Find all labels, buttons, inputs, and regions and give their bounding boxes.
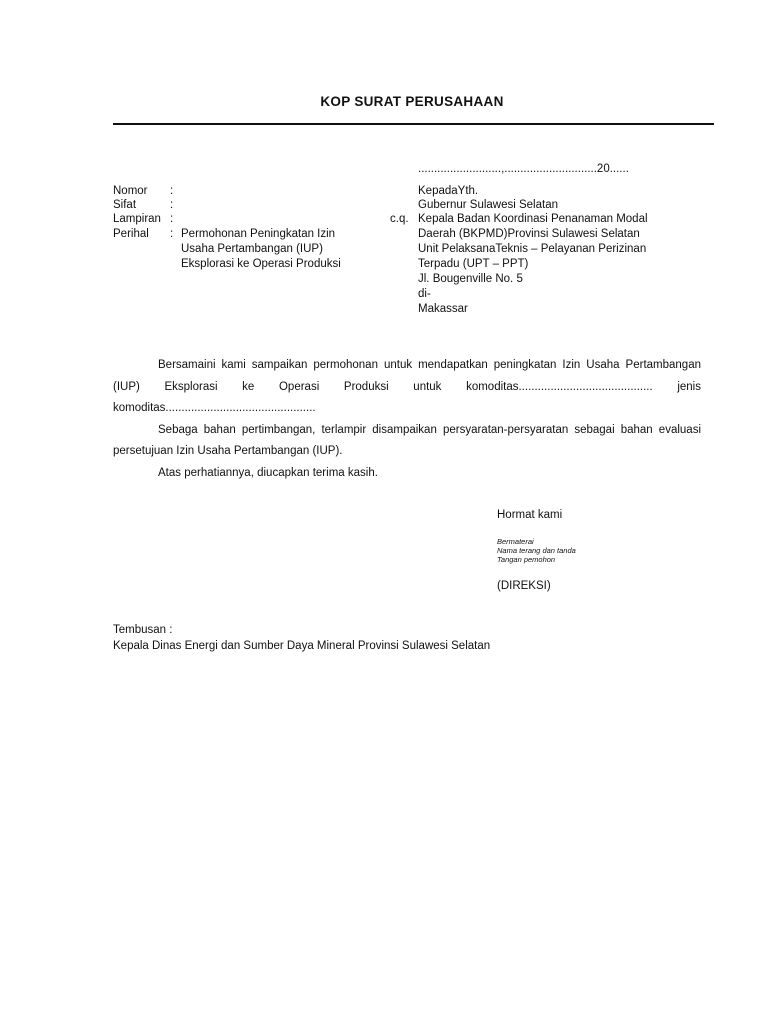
nomor-label: Nomor — [113, 185, 148, 197]
body-paragraph-2: Sebaga bahan pertimbangan, terlampir disampaikan persyaratan-persyaratan sebagai bahan evaluasi persetujuan Izin Usaha Pertambangan (IUP). — [113, 423, 701, 457]
tembusan-recipient: Kepala Dinas Energi dan Sumber Daya Mineral Provinsi Sulawesi Selatan — [113, 640, 491, 652]
closing-greeting: Hormat kami — [497, 509, 563, 521]
body-paragraph-1: Bersamaini kami sampaikan permohonan untuk mendapatkan peningkatan Izin Usaha Pertambangan (IUP) Eksplorasi ke Operasi Produksi untuk komoditas.......................................... jenis komoditas............................................... — [113, 359, 701, 414]
recipient-line: Kepala Badan Koordinasi Penanaman Modal — [418, 213, 648, 225]
date-line: ..........................,.............................20...... — [418, 163, 629, 175]
body-paragraph-3: Atas perhatiannya, diucapkan terima kasih. — [158, 466, 378, 479]
perihal-colon: : — [170, 228, 174, 240]
signer-title: (DIREKSI) — [497, 580, 551, 592]
letter-body — [113, 355, 701, 484]
recipient-line: Daerah (BKPMD)Provinsi Sulawesi Selatan — [418, 228, 640, 240]
stamp-note-3: Tangan pemohon — [497, 555, 556, 564]
recipient-line: Unit PelaksanaTeknis – Pelayanan Perizinan — [418, 243, 647, 255]
header-divider — [113, 123, 714, 125]
recipient-line: Gubernur Sulawesi Selatan — [418, 199, 558, 211]
stamp-note-2: Nama terang dan tanda — [497, 546, 576, 555]
recipient-line: di- — [418, 288, 431, 300]
sifat-label: Sifat — [113, 199, 137, 211]
lampiran-label: Lampiran — [113, 213, 161, 225]
perihal-line-3: Eksplorasi ke Operasi Produksi — [181, 258, 341, 270]
nomor-colon: : — [170, 185, 174, 197]
tembusan-label: Tembusan : — [113, 624, 173, 636]
lampiran-colon: : — [170, 213, 174, 225]
sifat-colon: : — [170, 199, 174, 211]
perihal-line-1: Permohonan Peningkatan Izin — [181, 228, 336, 240]
recipient-line: Jl. Bougenville No. 5 — [418, 273, 523, 285]
stamp-note-1: Bermaterai — [497, 537, 534, 546]
perihal-label: Perihal — [113, 228, 149, 240]
letterhead-title: KOP SURAT PERUSAHAAN — [320, 94, 504, 109]
recipient-line: Makassar — [418, 303, 468, 315]
cq-label: c.q. — [390, 213, 409, 225]
recipient-line: Terpadu (UPT – PPT) — [418, 258, 529, 270]
recipient-line: KepadaYth. — [418, 185, 479, 197]
perihal-line-2: Usaha Pertambangan (IUP) — [181, 243, 323, 255]
